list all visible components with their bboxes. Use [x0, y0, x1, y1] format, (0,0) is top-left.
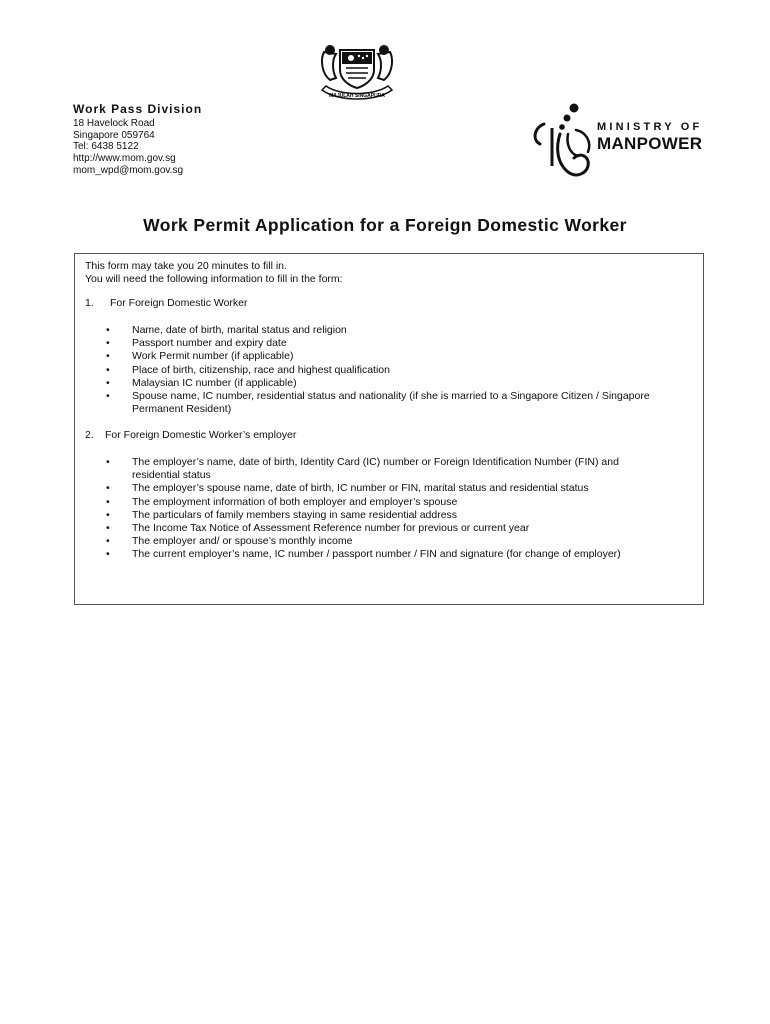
- division-name: Work Pass Division: [73, 102, 203, 116]
- section-1-label: For Foreign Domestic Worker: [110, 297, 248, 309]
- mom-logo-wordmark: [597, 121, 702, 154]
- list-item: • The particulars of family members staying in same residential address: [106, 509, 666, 522]
- address-block: [73, 104, 202, 177]
- list-item: • The employer and/ or spouse’s monthly income: [106, 535, 666, 548]
- logo-line-ministry-of: MINISTRY OF: [597, 121, 703, 133]
- address-line-email: mom_wpd@mom.gov.sg: [73, 164, 183, 176]
- list-item: • Work Permit number (if applicable): [106, 350, 666, 363]
- page-title: Work Permit Application for a Foreign Domestic Worker: [143, 215, 627, 235]
- intro-line-1: This form may take you 20 minutes to fill in.: [85, 260, 287, 272]
- mom-logo-icon: [530, 102, 602, 180]
- singapore-crest-icon: [318, 40, 396, 106]
- intro-line-2: You will need the following information to fill in the form:: [85, 273, 343, 286]
- list-item: • Place of birth, citizenship, race and highest qualification: [106, 364, 666, 377]
- address-line-postal: Singapore 059764: [73, 129, 155, 141]
- address-line-street: 18 Havelock Road: [73, 117, 155, 129]
- section-2-number: 2.: [85, 429, 94, 441]
- list-item: • Name, date of birth, marital status and religion: [106, 324, 666, 337]
- address-line-website: http://www.mom.gov.sg: [73, 153, 176, 165]
- section-1-number: 1.: [85, 297, 94, 309]
- intro-text: [85, 260, 343, 286]
- info-box: [74, 253, 704, 605]
- list-item: • The current employer’s name, IC number / passport number / FIN and signature (for change of employer): [106, 548, 666, 561]
- list-item: • Malaysian IC number (if applicable): [106, 377, 666, 390]
- section-1-list: [106, 324, 666, 416]
- list-item: • Spouse name, IC number, residential status and nationality (if she is married to a Singapore Citizen / Singapore Permanent Resident): [106, 390, 666, 416]
- section-2-list: [106, 456, 666, 562]
- address-line-tel: Tel: 6438 5122: [73, 141, 139, 153]
- list-item: • The Income Tax Notice of Assessment Reference number for previous or current year: [106, 522, 666, 535]
- section-2-label: For Foreign Domestic Worker’s employer: [105, 429, 297, 441]
- list-item: • Passport number and expiry date: [106, 337, 666, 350]
- logo-line-manpower: MANPOWER: [597, 134, 703, 153]
- list-item: • The employment information of both employer and employer’s spouse: [106, 496, 666, 509]
- list-item: • The employer’s spouse name, date of birth, IC number or FIN, marital status and residential status: [106, 482, 666, 495]
- list-item: • The employer’s name, date of birth, Identity Card (IC) number or Foreign Identification Number (FIN) and residential status: [106, 456, 666, 482]
- crest-motto: MAJULAH SINGAPURA: [329, 93, 385, 99]
